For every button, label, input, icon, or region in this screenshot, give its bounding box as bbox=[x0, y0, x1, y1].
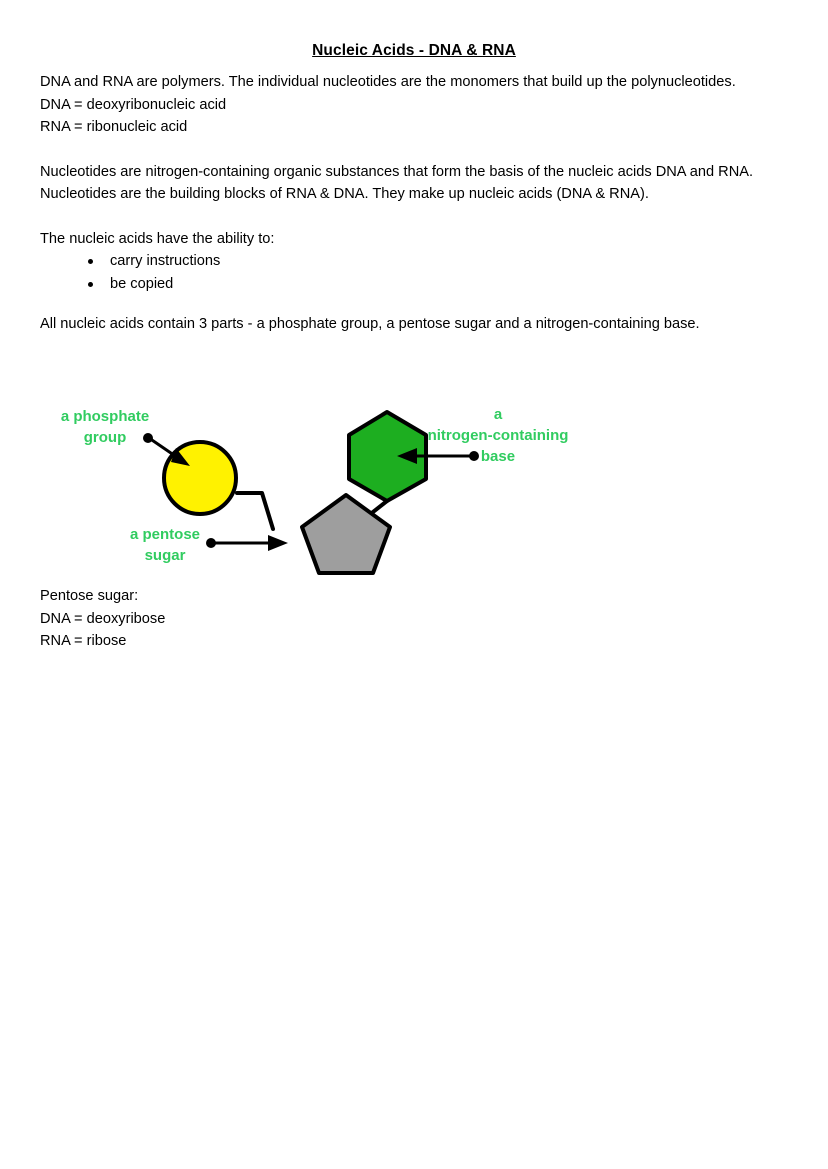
abilities-list bbox=[40, 250, 788, 296]
list-item: carry instructions bbox=[88, 250, 788, 273]
label-phosphate-group bbox=[40, 406, 170, 448]
label-base-line1: a bbox=[493, 406, 503, 423]
parts-paragraph: All nucleic acids contain 3 parts - a phosphate group, a pentose sugar and a nitrogen-containing base. bbox=[40, 316, 700, 332]
pentose-sugar-block bbox=[40, 585, 540, 653]
label-sugar-line2: sugar bbox=[144, 547, 186, 564]
label-phosphate-line1: a phosphate bbox=[60, 408, 150, 425]
pentose-sugar-heading: Pentose sugar: bbox=[40, 588, 139, 604]
label-phosphate-line2: group bbox=[83, 429, 127, 446]
nucleotides-paragraph: Nucleotides are nitrogen-containing organic substances that form the basis of the nucleic acids DNA and RNA. Nucleotides are the building blocks of RNA & DNA. They make up nucleic acids (DNA & RNA). bbox=[40, 163, 754, 202]
pentose-sugar-rna-line: RNA = ribose bbox=[40, 633, 127, 649]
spacer bbox=[40, 296, 788, 313]
intro-block bbox=[40, 71, 788, 139]
spacer bbox=[40, 206, 788, 228]
intro-paragraph: DNA and RNA are polymers. The individual nucleotides are the monomers that build up the polynucleotides. bbox=[40, 74, 736, 90]
label-base-line2: nitrogen-containing bbox=[427, 427, 569, 444]
label-sugar-line1: a pentose bbox=[129, 526, 201, 543]
intro-dna-line: DNA = deoxyribonucleic acid bbox=[40, 96, 227, 113]
label-base-line3: base bbox=[480, 448, 516, 465]
label-pentose-sugar bbox=[110, 524, 220, 566]
connector-phosphate-sugar bbox=[237, 493, 273, 529]
nucleotide-diagram bbox=[30, 396, 630, 586]
spacer bbox=[40, 139, 788, 161]
label-nitrogenous-base bbox=[398, 404, 598, 467]
document-content bbox=[40, 0, 788, 336]
pentose-sugar-dna-line: DNA = deoxyribose bbox=[40, 610, 166, 627]
abilities-lead-in: The nucleic acids have the ability to: bbox=[40, 230, 275, 247]
intro-rna-line: RNA = ribonucleic acid bbox=[40, 119, 188, 135]
page-title: Nucleic Acids - DNA & RNA bbox=[312, 42, 516, 59]
list-item: be copied bbox=[88, 273, 788, 296]
